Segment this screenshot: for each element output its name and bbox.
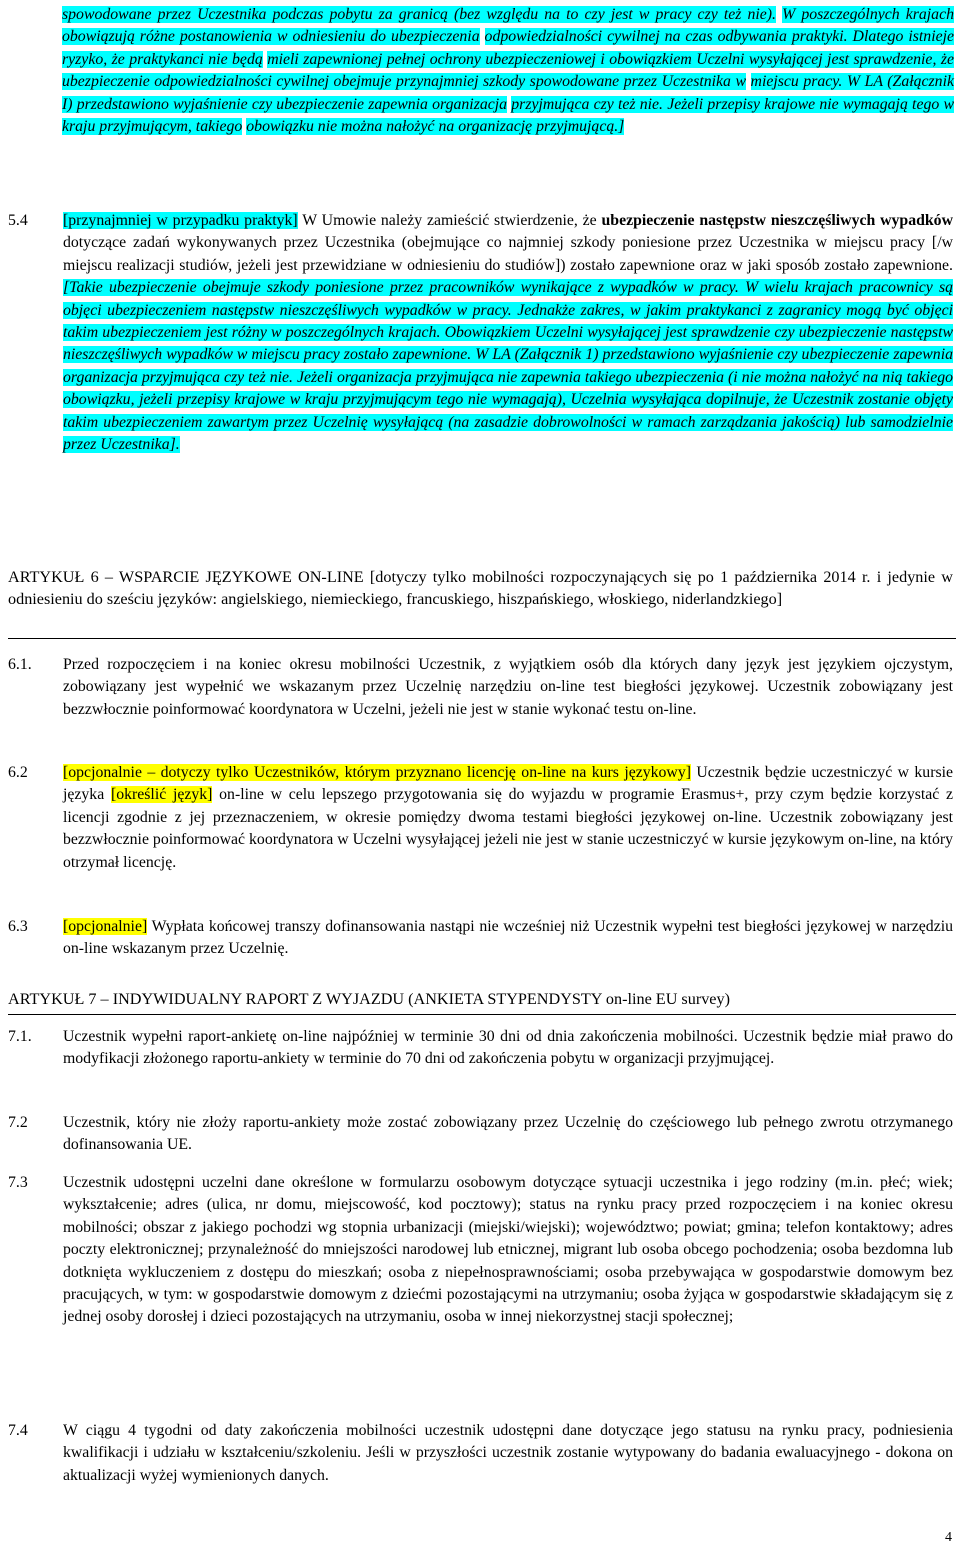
specify-language: [określić język] bbox=[110, 786, 213, 804]
article-6-heading: ARTYKUŁ 6 – WSPARCIE JĘZYKOWE ON-LINE [dotyczy tylko mobilności rozpoczynających się po 1 października 2014 r. i jedynie w odniesieniu do sześciu języków: angielskiego, niemieckiego, francuskiego, hiszpańskiego, włoskiego, niderlandzkiego] bbox=[8, 568, 953, 609]
heading-underline bbox=[8, 1014, 956, 1015]
text-part-1: Uczestnik będzie uczestniczyć w kursie języka bbox=[63, 764, 953, 804]
section-text bbox=[63, 210, 953, 456]
page-number: 4 bbox=[945, 1530, 952, 1545]
text-part-1: W Umowie należy zamieścić stwierdzenie, że bbox=[297, 212, 602, 229]
section-number: 6.3 bbox=[8, 918, 28, 935]
line-7: przyjmująca czy też nie. Jeżeli przepisy krajowe nie wymagają tego w kraju przyjmującym, takiego bbox=[62, 95, 955, 136]
section-number: 7.2 bbox=[8, 1114, 28, 1131]
section-text: Uczestnik, który nie złoży raportu-ankiety może zostać zobowiązany przez Uczelnię do częściowego lub pełnego zwrotu otrzymanego dofinansowania UE. bbox=[63, 1114, 953, 1154]
section-text bbox=[63, 762, 953, 874]
section-number: 7.4 bbox=[8, 1422, 28, 1439]
section-text bbox=[63, 916, 953, 961]
section-text: Uczestnik udostępni uczelni dane określone w formularzu osobowym dotyczące sytuacji uczestnika i jego rodziny (m.in. płeć; wiek; wykształcenie; adres (ulica, nr domu, miejscowość, kod pocztowy); status na rynku pracy przed rozpoczęciem i na koniec okresu mobilności; obszar z jakiego pochodzi wg stopnia urbanizacji (miejski/wiejski); województwo; powiat; gmina; telefon kontaktowy; adres poczty elektronicznej; przynależność do mniejszości narodowej lub etnicznej, migrant lub osoba obcego pochodzenia; osoba bezdomna lub dotknięta wykluczeniem z dostępu do mieszkań; osoba z niepełnosprawnościami; osoba przebywająca w gospodarstwie domowym bez pracujących, w tym: w gospodarstwie domowym z dziećmi pozostającymi na utrzymaniu; osoba żyjąca w gospodarstwie składającym się z jednej osoby dorosłej i dzieci pozostających na utrzymaniu, osoba w innej niekorzystnej stacji społecznej; bbox=[63, 1174, 953, 1326]
bold-term: ubezpieczenie następstw nieszczęśliwych wypadków bbox=[601, 212, 953, 229]
section-number: 6.2 bbox=[8, 764, 28, 781]
line-6: miejscu pracy. W LA (Załącznik I) przedstawiono wyjaśnienie czy ubezpieczenie zapewnia organizacja bbox=[62, 73, 954, 113]
section-text: Przed rozpoczęciem i na koniec okresu mobilności Uczestnik, z wyjątkiem osób dla których dany język jest językiem ojczystym, zobowiązany jest wypełnić we wskazanym przez Uczelnię narzędziu on-line test biegłości językowej. Uczestnik zobowiązany jest bezzwłocznie poinformować koordynatora w Uczelni, jeżeli nie jest w stanie wykonać testu on-line. bbox=[63, 656, 953, 718]
article-7-heading: ARTYKUŁ 7 – INDYWIDUALNY RAPORT Z WYJAZDU (ANKIETA STYPENDYSTY on-line EU survey) bbox=[8, 990, 730, 1008]
optional-note: [opcjonalnie] bbox=[63, 918, 148, 935]
line-2: W poszczególnych krajach obowiązują różne postanowienia w odniesieniu do ubezpieczenia bbox=[62, 6, 954, 46]
cyan-note: [Takie ubezpieczenie obejmuje szkody poniesione przez pracowników wynikające z wypadków w pracy. W wielu krajach pracownicy są objęci ubezpieczeniem następstw nieszczęśliwych wypadków w pracy. Jednakże zakres, w jakim praktykanci z zagranicy mogą być objęci takim ubezpieczeniem jest różny w poszczególnych krajach. Obowiązkiem Uczelni wysyłającej jest sprawdzenie czy ubezpieczenie następstw nieszczęśliwych wypadków w miejscu pracy zostało zapewnione. W LA (Załącznik 1) przedstawiono wyjaśnienie czy ubezpieczenie zapewnia organizacja przyjmująca czy też nie. Jeżeli organizacja przyjmująca nie zapewnia takiego ubezpieczenia (i nie można nałożyć na nią takiego obowiązku, jeżeli przepisy krajowe w kraju przyjmującym tego nie wymagają), Uczelnia wysyłająca dopilnuje, że Uczestnik zostanie objęty takim ubezpieczeniem zawartym przez Uczelnię wysyłającą (na zasadzie dobrowolności w ramach zarządzania jakością) lub samodzielnie przez Uczestnika]. bbox=[63, 279, 953, 454]
line-3b: Dlatego istnieje ryzyko, że praktykanci nie będą bbox=[62, 28, 954, 68]
section-number: 7.1. bbox=[8, 1028, 32, 1045]
text-part-2: on-line w celu lepszego przygotowania się do wyjazdu w programie Erasmus+, przy czym będzie korzystać z licencji zgodnie z jej przeznaczeniem, w okresie pomiędzy dwoma testami biegłości językowej on-line. Uczestnik zobowiązany jest bezzwłocznie poinformować koordynatora w Uczelni wysyłającej jeżeli nie jest w stanie uczestniczyć w kursie językowym on-line, na który otrzymał licencję. bbox=[63, 786, 954, 871]
line-1: spowodowane przez Uczestnika podczas pobytu za granicą (bez względu na to czy jest w pracy czy też nie). bbox=[62, 6, 776, 23]
line-3a: odpowiedzialności cywilnej na czas odbywania praktyki. bbox=[484, 28, 848, 46]
heading-underline bbox=[8, 638, 956, 639]
bracket-note: [przynajmniej w przypadku praktyk] bbox=[63, 212, 298, 229]
top-paragraph bbox=[62, 4, 954, 138]
line-4: mieli zapewnionej pełnej ochrony ubezpieczeniowej i obowiązkiem Uczelni wysyłającej jest sprawdzenie, że bbox=[267, 50, 955, 68]
section-number: 7.3 bbox=[8, 1174, 28, 1191]
line-8: obowiązku nie można nałożyć na organizację przyjmującą.] bbox=[246, 118, 625, 136]
section-text: W ciągu 4 tygodni od daty zakończenia mobilności uczestnik udostępni dane dotyczące jego statusu na rynku pracy, podniesienia kwalifikacji i udziału w kształceniu/szkoleniu. Jeśli w przyszłości uczestnik zostanie wytypowany do badania ewaluacyjnego - dokona on aktualizacji wyżej wymienionych danych. bbox=[63, 1422, 953, 1484]
text-part: Wypłata końcowej transzy dofinansowania nastąpi nie wcześniej niż Uczestnik wypełni test biegłości językowej w narzędziu on-line wskazanym przez Uczelnię. bbox=[63, 918, 953, 958]
section-text: Uczestnik wypełni raport-ankietę on-line najpóźniej w terminie 30 dni od dnia zakończenia mobilności. Uczestnik będzie miał prawo do modyfikacji złożonego raportu-ankiety w terminie do 70 dni od zakończenia pobytu w organizacji przyjmującej. bbox=[63, 1028, 953, 1068]
line-5: ubezpieczenie odpowiedzialności cywilnej obejmuje przynajmniej szkody spowodowane przez Uczestnika w bbox=[62, 73, 746, 91]
section-number: 5.4 bbox=[8, 212, 28, 229]
optional-note: [opcjonalnie – dotyczy tylko Uczestników, którym przyznano licencję on-line na kurs językowy] bbox=[63, 764, 691, 781]
text-part-2: dotyczące zadań wykonywanych przez Uczestnika (obejmujące co najmniej szkody poniesione przez Uczestnika w miejscu pracy [/w miejscu realizacji studiów, jeżeli jest przewidziane w odniesieniu do studiów]) zostało zapewnione oraz w jaki sposób zostało zapewnione. bbox=[63, 234, 953, 274]
section-number: 6.1. bbox=[8, 656, 32, 673]
